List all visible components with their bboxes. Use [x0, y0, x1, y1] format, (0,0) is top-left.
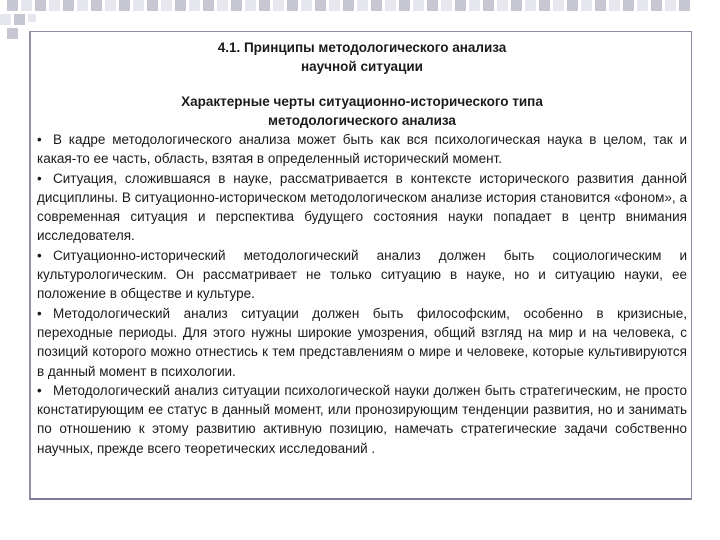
- bullet-text: Ситуационно-исторический методологический анализ должен быть социологическим и культурологическим. Он рассматривает не только ситуацию в науке, но и ситуацию науки, ее положение в обществе и культуре.: [37, 247, 687, 302]
- checker-square: [525, 0, 536, 11]
- bullet-item: [37, 246, 687, 304]
- bullet-icon: •: [37, 247, 42, 263]
- bullet-icon: •: [37, 382, 42, 398]
- checker-square: [105, 0, 116, 11]
- checker-square: [399, 0, 410, 11]
- checker-square: [63, 0, 74, 11]
- checker-square: [91, 0, 102, 11]
- checker-square: [21, 0, 32, 11]
- checker-square: [189, 0, 200, 11]
- checker-square: [665, 0, 676, 11]
- checker-square: [455, 0, 466, 11]
- slide-content: [37, 38, 687, 458]
- checker-square: [511, 0, 522, 11]
- checker-square: [273, 0, 284, 11]
- checker-square: [441, 0, 452, 11]
- bullet-item: [37, 304, 687, 381]
- checker-square: [595, 0, 606, 11]
- checker-square: [175, 0, 186, 11]
- slide-title: [37, 38, 687, 76]
- checker-square: [203, 0, 214, 11]
- bullet-text: В кадре методологического анализа может быть как вся психологическая наука в целом, так и какая-то ее часть, область, взятая в определенный исторический момент.: [37, 132, 687, 167]
- checker-square: [637, 0, 648, 11]
- checker-square: [301, 0, 312, 11]
- checker-square: [28, 14, 36, 22]
- bullet-item: [37, 130, 687, 169]
- bullet-item: [37, 169, 687, 246]
- checker-square: [329, 0, 340, 11]
- checker-square: [287, 0, 298, 11]
- bullet-text: Методологический анализ ситуации психологической науки должен быть стратегическим, не просто констатирующим ее статус в данный момент, или пронозирующим тенденции развития, но и занимать по отношению к этому развитию активную позицию, намечать стратегические задачи собственно научных, прежде всего теоретических исследований .: [37, 382, 687, 456]
- bullet-text: Методологический анализ ситуации должен быть философским, особенно в кризисные, переходные периоды. Для этого нужны широкие умозрения, общий взгляд на мир и на человека, с позиций которого можно отнестись к тем представлениям о мире и человеке, которые культивируются в данный момент в психологии.: [37, 305, 687, 379]
- checker-square: [231, 0, 242, 11]
- bullet-icon: •: [37, 305, 42, 321]
- checker-square: [623, 0, 634, 11]
- checker-square: [679, 0, 690, 11]
- checker-square: [49, 0, 60, 11]
- title-line-1: 4.1. Принципы методологического анализа: [217, 40, 507, 55]
- checker-square: [357, 0, 368, 11]
- checker-square: [567, 0, 578, 11]
- bullet-icon: •: [37, 170, 42, 186]
- checker-square: [497, 0, 508, 11]
- checker-square: [581, 0, 592, 11]
- checker-square: [0, 14, 11, 25]
- checker-square: [217, 0, 228, 11]
- checker-square: [14, 14, 25, 25]
- slide-subtitle: [37, 92, 687, 130]
- checker-square: [385, 0, 396, 11]
- checker-square: [119, 0, 130, 11]
- checker-square: [427, 0, 438, 11]
- checker-square: [609, 0, 620, 11]
- checker-square: [133, 0, 144, 11]
- title-line-2: научной ситуации: [301, 59, 423, 74]
- checker-square: [371, 0, 382, 11]
- checker-square: [315, 0, 326, 11]
- checker-square: [343, 0, 354, 11]
- checker-square: [469, 0, 480, 11]
- checker-square: [147, 0, 158, 11]
- checker-square: [7, 28, 18, 39]
- checker-square: [413, 0, 424, 11]
- bullet-text: Ситуация, сложившаяся в науке, рассматривается в контексте исторического развития данной дисциплины. В ситуационно-историческом методологическом анализе история становится «фоном», а современная ситуация и перспектива будущего состояния науки попадает в центр внимания исследователя.: [37, 170, 687, 244]
- checker-square: [7, 0, 18, 11]
- subtitle-line-1: Характерные черты ситуационно-исторического типа: [181, 94, 543, 109]
- bullet-list: [37, 130, 687, 458]
- checker-square: [77, 0, 88, 11]
- checker-square: [483, 0, 494, 11]
- bullet-item: [37, 381, 687, 458]
- bullet-icon: •: [37, 132, 42, 147]
- subtitle-line-2: методологического анализа: [268, 113, 456, 128]
- slide-content-frame: [29, 31, 692, 500]
- checker-square: [161, 0, 172, 11]
- checker-square: [553, 0, 564, 11]
- checker-square: [35, 0, 46, 11]
- checker-square: [245, 0, 256, 11]
- checker-square: [539, 0, 550, 11]
- checker-square: [651, 0, 662, 11]
- checker-square: [259, 0, 270, 11]
